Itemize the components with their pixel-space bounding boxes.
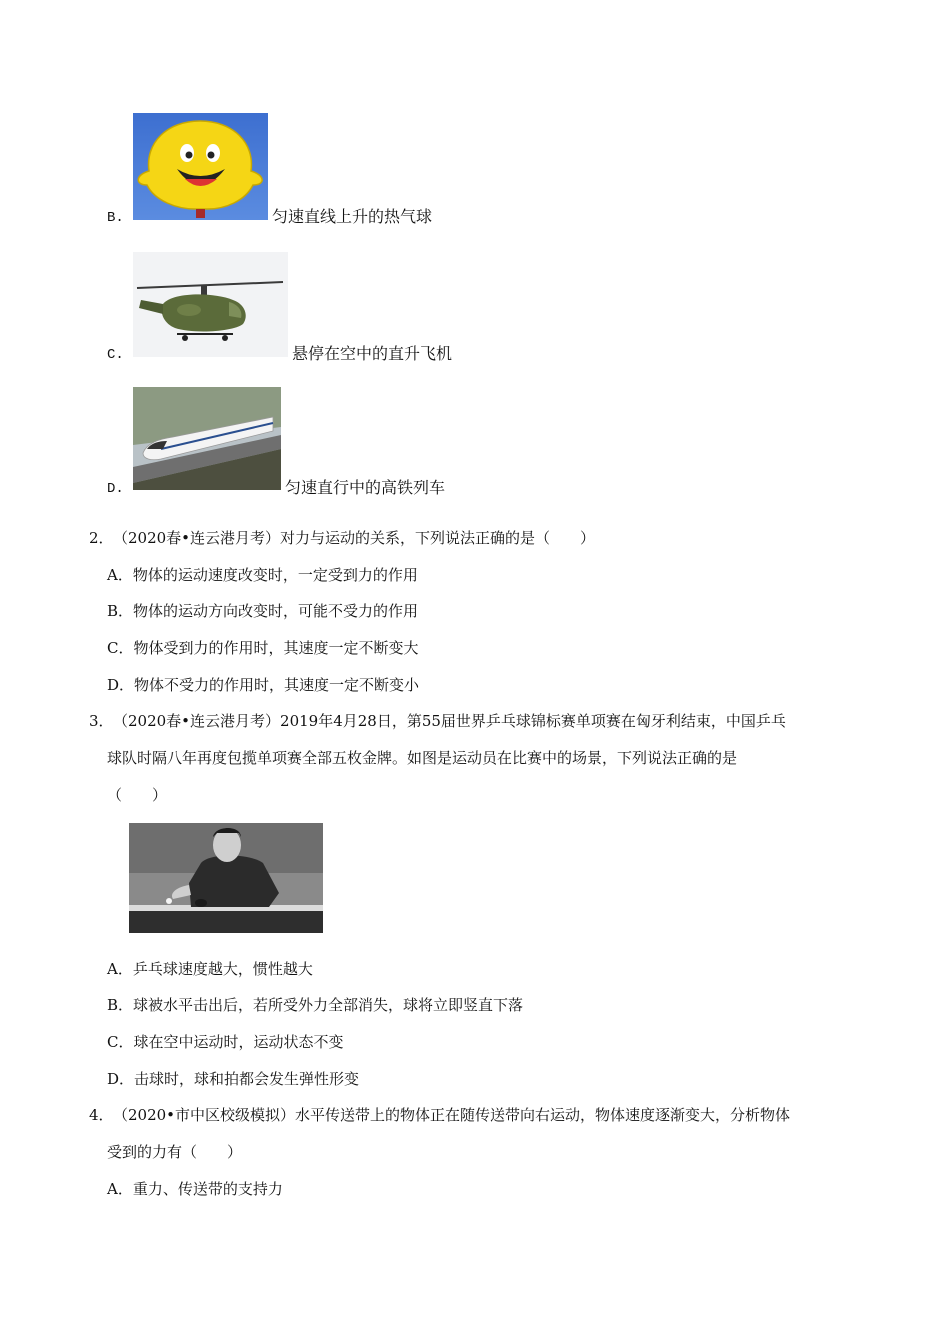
q3-stem-line2: 球队时隔八年再度包揽单项赛全部五枚金牌。如图是运动员在比赛中的场景，下列说法正确的是: [107, 749, 738, 767]
q3-option-b: B．球被水平击出后，若所受外力全部消失，球将立即竖直下落: [107, 996, 524, 1014]
q4-number: 4．: [89, 1106, 114, 1124]
q3-number: 3．: [89, 712, 114, 730]
q2-number: 2．: [89, 529, 114, 547]
table-tennis-image: [129, 823, 323, 933]
q1-option-b-text: 匀速直线上升的热气球: [272, 207, 433, 226]
q2-option-d: D．物体不受力的作用时，其速度一定不断变小: [107, 676, 420, 694]
q4-stem-line1: （2020•市中区校级模拟）水平传送带上的物体正在随传送带向右运动，物体速度逐渐变大，分析物体: [113, 1106, 791, 1124]
helicopter-image: [133, 252, 288, 357]
q3-stem-line3: （ ）: [107, 786, 168, 804]
q1-option-d-letter: D.: [107, 481, 124, 497]
q1-option-b-letter: B.: [107, 210, 124, 226]
q1-option-d-text: 匀速直行中的高铁列车: [285, 478, 446, 497]
hot-air-balloon-image: [133, 113, 268, 220]
q1-option-c-letter: C.: [107, 347, 124, 363]
q3-option-d: D．击球时，球和拍都会发生弹性形变: [107, 1070, 360, 1088]
q3-option-a: A．乒乓球速度越大，惯性越大: [107, 960, 313, 978]
q2-option-a: A．物体的运动速度改变时，一定受到力的作用: [107, 566, 418, 584]
q4-stem-line2: 受到的力有（ ）: [107, 1143, 243, 1161]
q4-option-a: A．重力、传送带的支持力: [107, 1180, 283, 1198]
q2-option-c: C．物体受到力的作用时，其速度一定不断变大: [107, 639, 419, 657]
high-speed-train-image: [133, 387, 281, 490]
q3-option-c: C．球在空中运动时，运动状态不变: [107, 1033, 344, 1051]
q2-stem: （2020春•连云港月考）对力与运动的关系，下列说法正确的是（ ）: [113, 529, 596, 547]
q1-option-c-text: 悬停在空中的直升飞机: [292, 344, 453, 363]
q3-stem-line1: （2020春•连云港月考）2019年4月28日，第55届世界乒乓球锦标赛单项赛在匈牙利结束，中国乒乓: [113, 712, 786, 730]
q2-option-b: B．物体的运动方向改变时，可能不受力的作用: [107, 602, 419, 620]
